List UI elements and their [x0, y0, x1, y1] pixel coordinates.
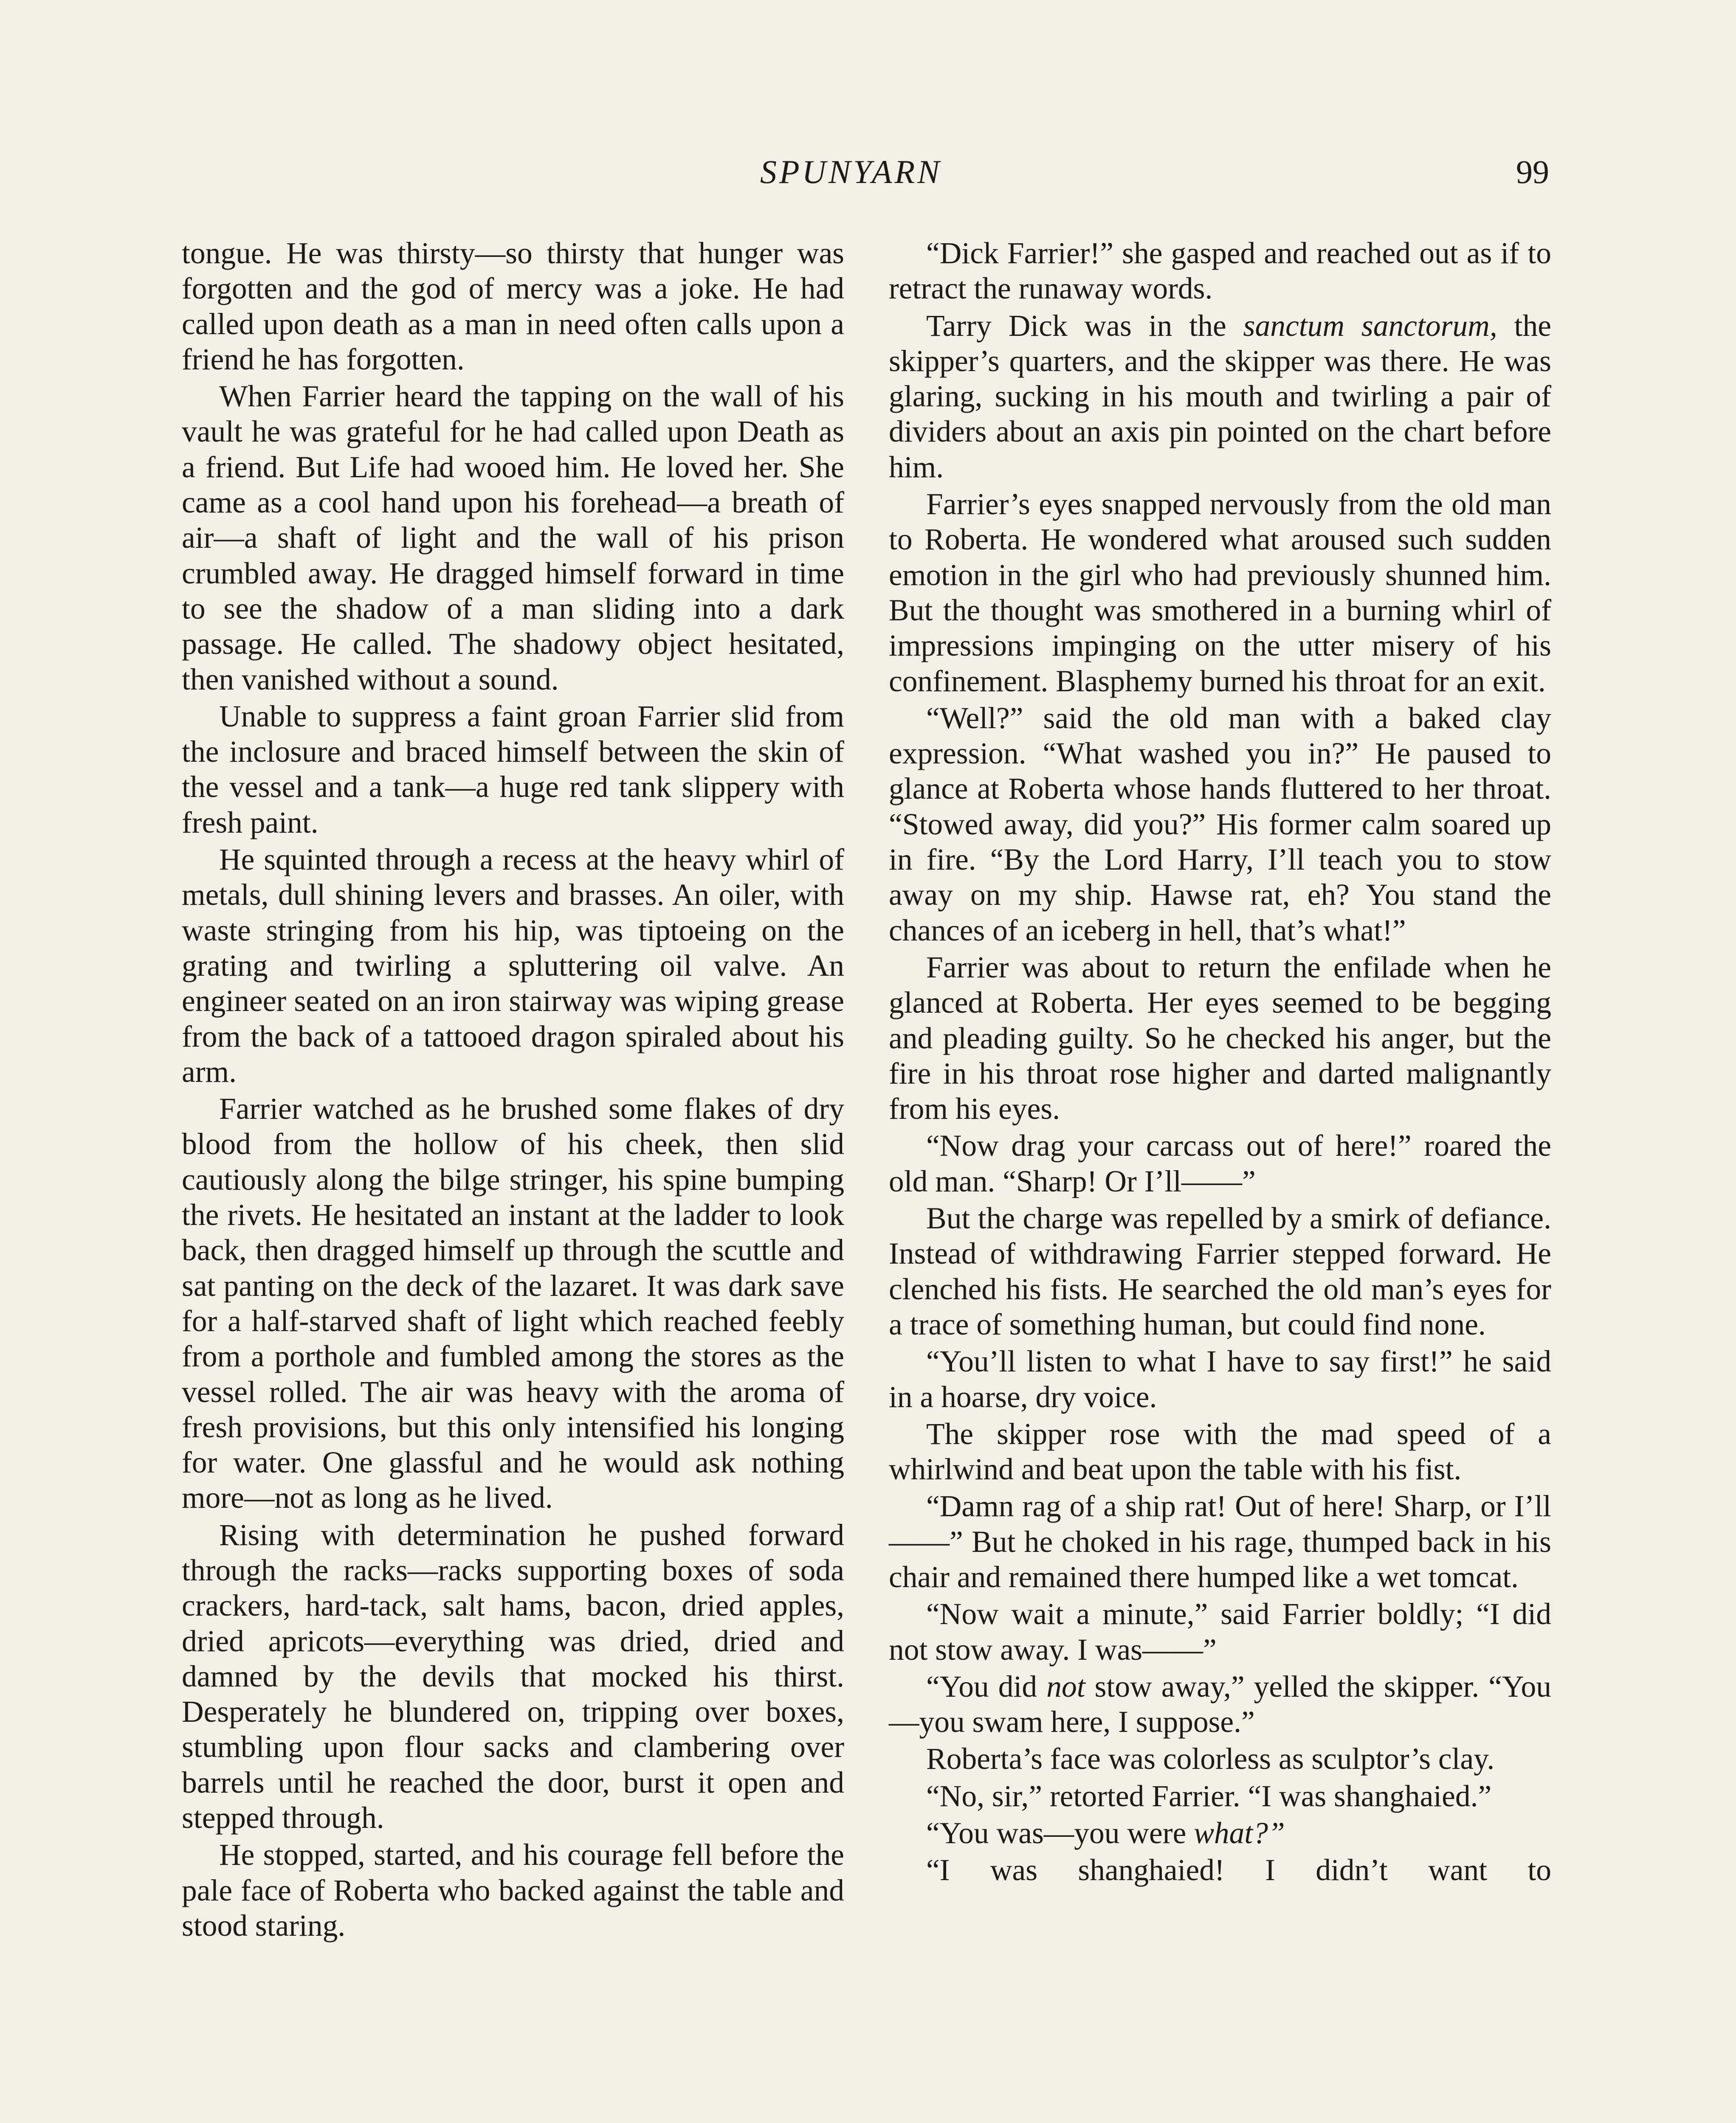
- emphasis: sanctum sanctorum,: [1243, 309, 1497, 343]
- paragraph: But the charge was repelled by a smirk of defiance. Instead of withdrawing Farrier stepped forward. He clenched his fists. He searched the old man’s eyes for a trace of something human, but could find none.: [889, 1202, 1551, 1341]
- emphasis: what?”: [1194, 1816, 1285, 1850]
- paragraph: “Dick Farrier!” she gasped and reached out as if to retract the runaway words.: [889, 237, 1551, 306]
- paragraph: “You’ll listen to what I have to say first!” he said in a hoarse, dry voice.: [889, 1345, 1551, 1414]
- paragraph: He squinted through a recess at the heavy whirl of metals, dull shining levers and brasses. An oiler, with waste stringing from his hip, was tiptoeing on the grating and twirling a spluttering oil valve. An engineer seated on an iron stairway was wiping grease from the back of a tattooed dragon spiraled about his arm.: [182, 843, 844, 1089]
- paragraph: Tarry Dick was in the sanctum sanctorum, the skipper’s quarters, and the skipper was there. He was glaring, sucking in his mouth and twirling a pair of dividers about an axis pin pointed on the chart before him.: [889, 309, 1551, 484]
- paragraph: Roberta’s face was colorless as sculptor’s clay.: [926, 1742, 1495, 1776]
- emphasis: not: [1046, 1670, 1085, 1703]
- paragraph: “No, sir,” retorted Farrier. “I was shanghaied.”: [926, 1779, 1492, 1813]
- running-title: SPUNYARN: [760, 153, 942, 190]
- paragraph: When Farrier heard the tapping on the wall of his vault he was grateful for he had called upon Death as a friend. But Life had wooed him. He loved her. She came as a cool hand upon his forehead—a breath of air—a shaft of light and the wall of his prison crumbled away. He dragged himself forward in time to see the shadow of a man sliding into a dark passage. He called. The shadowy object hesitated, then vanished without a sound.: [182, 380, 844, 696]
- paragraph: “Damn rag of a ship rat! Out of here! Sharp, or I’ll——” But he choked in his rage, thumped back in his chair and remained there humped like a wet tomcat.: [889, 1489, 1551, 1594]
- paragraph: Farrier watched as he brushed some flakes of dry blood from the hollow of his cheek, then slid cautiously along the bilge stringer, his spine bumping the rivets. He hesitated an instant at the ladder to look back, then dragged himself up through the scuttle and sat panting on the deck of the lazaret. It was dark save for a half-starved shaft of light which reached feebly from a porthole and fumbled among the stores as the vessel rolled. The air was heavy with the aroma of fresh provisions, but this only intensified his longing for water. One glassful and he would ask nothing more—not as long as he lived.: [182, 1092, 844, 1515]
- paragraph: Unable to suppress a faint groan Farrier slid from the inclosure and braced himself between the skin of the vessel and a tank—a huge red tank slippery with fresh paint.: [182, 699, 844, 839]
- paragraph: The skipper rose with the mad speed of a whirlwind and beat upon the table with his fist.: [889, 1417, 1551, 1487]
- paragraph: Farrier’s eyes snapped nervously from the old man to Roberta. He wondered what aroused such sudden emotion in the girl who had previously shunned him. But the thought was smothered in a burning whirl of impressions impinging on the utter misery of his confinement. Blasphemy burned his throat for an exit.: [889, 487, 1551, 698]
- paragraph: “Well?” said the old man with a baked clay expression. “What washed you in?” He paused to glance at Roberta whose hands fluttered to her throat. “Stowed away, did you?” His former calm soared up in fire. “By the Lord Harry, I’ll teach you to stow away on my ship. Hawse rat, eh? You stand the chances of an iceberg in hell, that’s what!”: [889, 701, 1551, 947]
- paragraph: “Now wait a minute,” said Farrier boldly; “I did not stow away. I was——”: [889, 1597, 1551, 1667]
- paragraph: “Now drag your carcass out of here!” roared the old man. “Sharp! Or I’ll——”: [889, 1129, 1551, 1198]
- left-column: [182, 236, 844, 1945]
- paragraph: He stopped, started, and his courage fell before the pale face of Roberta who backed against the table and stood staring.: [182, 1838, 844, 1943]
- paragraph: tongue. He was thirsty—so thirsty that hunger was forgotten and the god of mercy was a joke. He had called upon death as a man in need often calls upon a friend he has forgotten.: [182, 237, 844, 376]
- right-column: [889, 236, 1551, 1890]
- paragraph: “You did not stow away,” yelled the skipper. “You—you swam here, I suppose.”: [889, 1670, 1552, 1739]
- paragraph: “I was shanghaied! I didn’t want to: [926, 1853, 1551, 1887]
- page-number: 99: [1516, 153, 1549, 190]
- paragraph: “You was—you were what?”: [926, 1816, 1285, 1850]
- paragraph: Rising with determination he pushed forward through the racks—racks supporting boxes of soda crackers, hard-tack, salt hams, bacon, dried apples, dried apricots—everything was dried, dried and damned by the devils that mocked his thirst. Desperately he blundered on, tripping over boxes, stumbling upon flour sacks and clambering over barrels until he reached the door, burst it open and stepped through.: [182, 1518, 844, 1835]
- paragraph: Farrier was about to return the enfilade when he glanced at Roberta. Her eyes seemed to be begging and pleading guilty. So he checked his anger, but the fire in his throat rose higher and darted malignantly from his eyes.: [889, 950, 1551, 1126]
- running-head: [0, 153, 1736, 204]
